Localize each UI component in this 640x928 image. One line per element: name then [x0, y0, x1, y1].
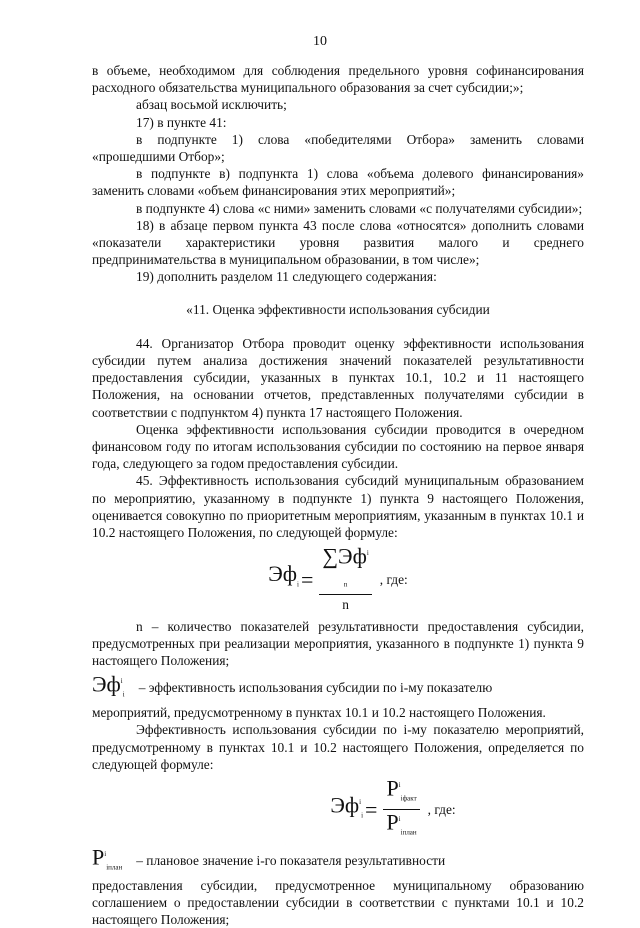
formula-lhs: $Эф^i_i$	[330, 792, 364, 820]
formula-tail: , где:	[427, 801, 456, 817]
paragraph: Эффективность использования субсидии по i-му показателю мероприятий, предусмотренному в пунктах 10.1 и 10.2 настоящего Положения, определяется по следующей формуле:	[92, 722, 584, 772]
document-body	[92, 62, 584, 928]
definition-p-continuation: предоставления субсидии, предусмотренное муниципальному образованию соглашением о предоставлении субсидии в соответствии с пунктами 10.1 и 10.2 настоящего Положения;	[92, 877, 584, 928]
formula-lhs: $Эф_i$	[268, 561, 299, 589]
formula-efficiency-indicator: $Эф^i_i$ = $\frac{P^i_{iфакт}}{P^i_{iплан}}$ , где:	[202, 777, 584, 842]
paragraph: 19) дополнить разделом 11 следующего содержания:	[136, 269, 437, 285]
definition-p	[92, 846, 584, 877]
formula-efficiency-total: $Эф_i$ = $\sum Эф^i$ $_n$ n , где:	[268, 543, 408, 613]
paragraph: в подпункте в) подпункта 1) слова «объема долевого финансирования» заменить словами «объем финансирования этих мероприятий»;	[92, 166, 584, 199]
paragraph: 17) в пункте 41:	[136, 114, 227, 130]
symbol-efi: $Эф^i_i$	[92, 671, 125, 699]
section-title: «11. Оценка эффективности использования субсидии	[186, 301, 490, 317]
formula-tail: , где:	[379, 571, 408, 587]
definition-efi	[92, 673, 584, 704]
paragraph: в подпункте 1) слова «победителями Отбора» заменить словами «прошедшими Отбор»;	[92, 131, 584, 165]
definition-efi-text: – эффективность использования субсидии по i-му показателю	[138, 680, 493, 696]
page-number: 10	[313, 34, 327, 49]
definition-p-text: – плановое значение i-го показателя результативности	[136, 852, 446, 868]
paragraph: Оценка эффективности использования субсидии проводится в очередном финансовом году по итогам использования субсидии по состоянию на первое января года, следующего за годом предоставления субсидии.	[92, 421, 584, 472]
formula-fraction	[319, 545, 371, 613]
paragraph: в объеме, необходимом для соблюдения предельного уровня софинансирования расходного обязательства муниципального образования за счет субсидии;»;	[92, 63, 584, 96]
formula-numerator: $\sum Эф^i$ $_n$	[319, 545, 371, 595]
definition-n: n – количество показателей результативности предоставления субсидии, предусмотренных при реализации мероприятия, указанного в подпункте 1) пункта 9 настоящего Положения;	[92, 618, 584, 669]
formula-numerator: $P^i_{iфакт}$	[383, 777, 419, 810]
amendments-list	[92, 62, 584, 286]
formula-denominator: $P^i_{iплан}$	[386, 809, 417, 837]
paragraph: абзац восьмой исключить;	[136, 97, 287, 113]
paragraph: в подпункте 4) слова «с ними» заменить словами «с получателями субсидии»;	[136, 200, 583, 216]
symbol-p: $P^i_{iплан}$	[92, 844, 123, 872]
paragraph: 18) в абзаце первом пункта 43 после слова «относятся» дополнить словами «показатели характеристики уровня развития малого и среднего предпринимательства в муниципальном образовании, в том числе»;	[92, 217, 584, 268]
paragraph: 45. Эффективность использования субсидий муниципальным образованием по мероприятию, указанному в подпункте 1) пункта 9 настоящего Положения, оценивается совокупно по приоритетным мероприятиям, указанным в пунктах 10.1 и 10.2 настоящего Положения, по следующей формуле:	[92, 473, 584, 541]
section-body	[92, 335, 584, 541]
definition-efi-continuation: мероприятий, предусмотренному в пунктах 10.1 и 10.2 настоящего Положения.	[92, 705, 546, 721]
formula-denominator: n	[342, 597, 349, 613]
paragraph: 44. Организатор Отбора проводит оценку эффективности использования субсидии путем анализа достижения значений показателей результативности предоставления субсидии, указанных в пунктах 10.1, 10.2 и 11 настоящего Положения, на основании отчетов, представленных получателями субсидии в соответствии с подпунктом 4) пункта 17 настоящего Положения.	[92, 335, 584, 420]
formula-fraction	[383, 777, 419, 842]
